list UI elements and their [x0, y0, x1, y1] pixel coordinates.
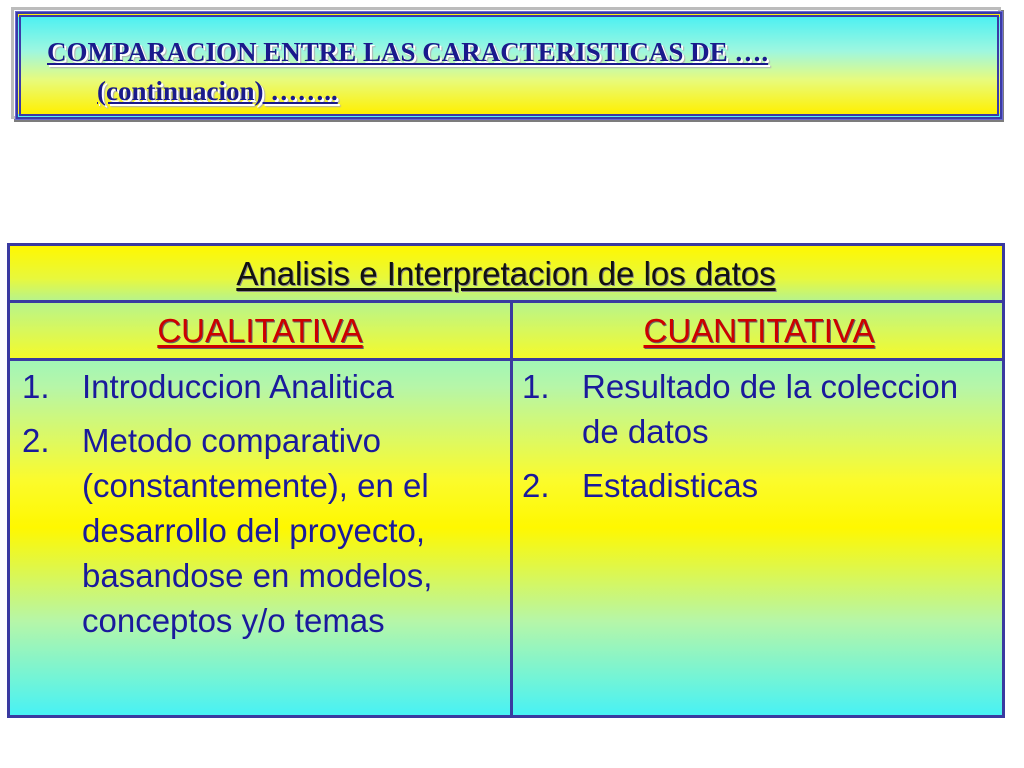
list-item [522, 364, 1002, 454]
list-item [22, 364, 508, 409]
list-item-text: Introduccion Analitica [82, 368, 394, 405]
list-item-number: 2. [22, 422, 50, 459]
slide-title-line-2: (continuacion) …….. [97, 76, 338, 106]
column-heading-cuantitativa: CUANTITATIVA [643, 312, 875, 349]
comparison-table [7, 243, 1005, 718]
slide-title-line-1: COMPARACION ENTRE LAS CARACTERISTICAS DE …. [47, 37, 769, 67]
title-banner [16, 12, 1002, 119]
list-item-number: 2. [522, 467, 550, 504]
list-item-number: 1. [522, 368, 550, 405]
list-item-number: 1. [22, 368, 50, 405]
slide-title [47, 33, 997, 111]
cuantitativa-list [522, 364, 1002, 517]
column-divider [510, 303, 513, 718]
column-heading-cualitativa: CUALITATIVA [157, 312, 363, 349]
cualitativa-list [22, 364, 508, 652]
list-item-text: Resultado de la coleccion de datos [582, 368, 959, 450]
list-item-text: Metodo comparativo (constantemente), en el desarrollo del proyecto, basandose en modelos, conceptos y/o temas [82, 422, 433, 639]
list-item [522, 463, 1002, 508]
table-header-row [10, 246, 1002, 303]
column-headings-row [10, 303, 1002, 361]
table-header-title: Analisis e Interpretacion de los datos [236, 255, 776, 292]
list-item-text: Estadisticas [582, 467, 759, 504]
list-item [22, 418, 508, 643]
